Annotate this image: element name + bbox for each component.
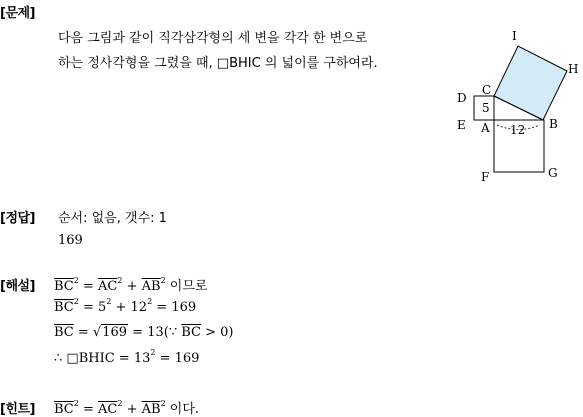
explanation-line-3: $\overline{BC} = √169$ = 13(∵ $\overline{BC} > 0$) bbox=[54, 325, 234, 340]
label-f: F bbox=[481, 170, 490, 184]
segment-bc: $\overline{BC}$ bbox=[54, 279, 74, 294]
sqrt-sign: √ bbox=[92, 325, 102, 340]
label-b: B bbox=[549, 117, 558, 131]
label-d: D bbox=[457, 91, 467, 105]
side-ab-length: 12 bbox=[510, 123, 526, 137]
explanation-line-1: $\overline{BC}^2 = \overline{AC}^2 + \overline{AB}^2$ 이므로 bbox=[54, 276, 208, 294]
answer-tag: [정답] bbox=[0, 211, 35, 226]
label-g: G bbox=[548, 166, 558, 180]
answer-order: 순서: 없음, 갯수: 1 bbox=[58, 211, 167, 226]
pythagoras-figure bbox=[448, 22, 583, 187]
problem-line-2: 하는 정사각형을 그렸을 때, □BHIC 의 넓이를 구하여라. bbox=[58, 56, 378, 71]
segment-ab: $\overline{AB}$ bbox=[141, 279, 161, 294]
explanation-line-4: ∴ □BHIC = $13^2 = 169$ bbox=[54, 348, 200, 366]
segment-ac: $\overline{AC}$ bbox=[98, 279, 118, 294]
label-c: C bbox=[482, 83, 492, 97]
side-ac-length: 5 bbox=[482, 101, 490, 115]
label-a: A bbox=[481, 121, 490, 135]
label-e: E bbox=[457, 118, 466, 132]
hint-line: $\overline{BC}^2 = \overline{AC}^2 + \overline{AB}^2$ 이다. bbox=[54, 399, 200, 417]
explanation-line-2: $\overline{BC}^2 = 5^2 + 12^2 = 169$ bbox=[54, 297, 197, 315]
explanation-tag: [해설] bbox=[0, 279, 35, 294]
label-h: H bbox=[568, 62, 579, 76]
square-bhic bbox=[494, 46, 567, 120]
hint-tag: [힌트] bbox=[0, 402, 35, 417]
label-i: I bbox=[512, 29, 517, 43]
answer-value: 169 bbox=[58, 233, 83, 248]
problem-tag: [문제] bbox=[0, 6, 35, 21]
problem-line-1: 다음 그림과 같이 직각삼각형의 세 변을 각각 한 변으로 bbox=[58, 31, 368, 46]
